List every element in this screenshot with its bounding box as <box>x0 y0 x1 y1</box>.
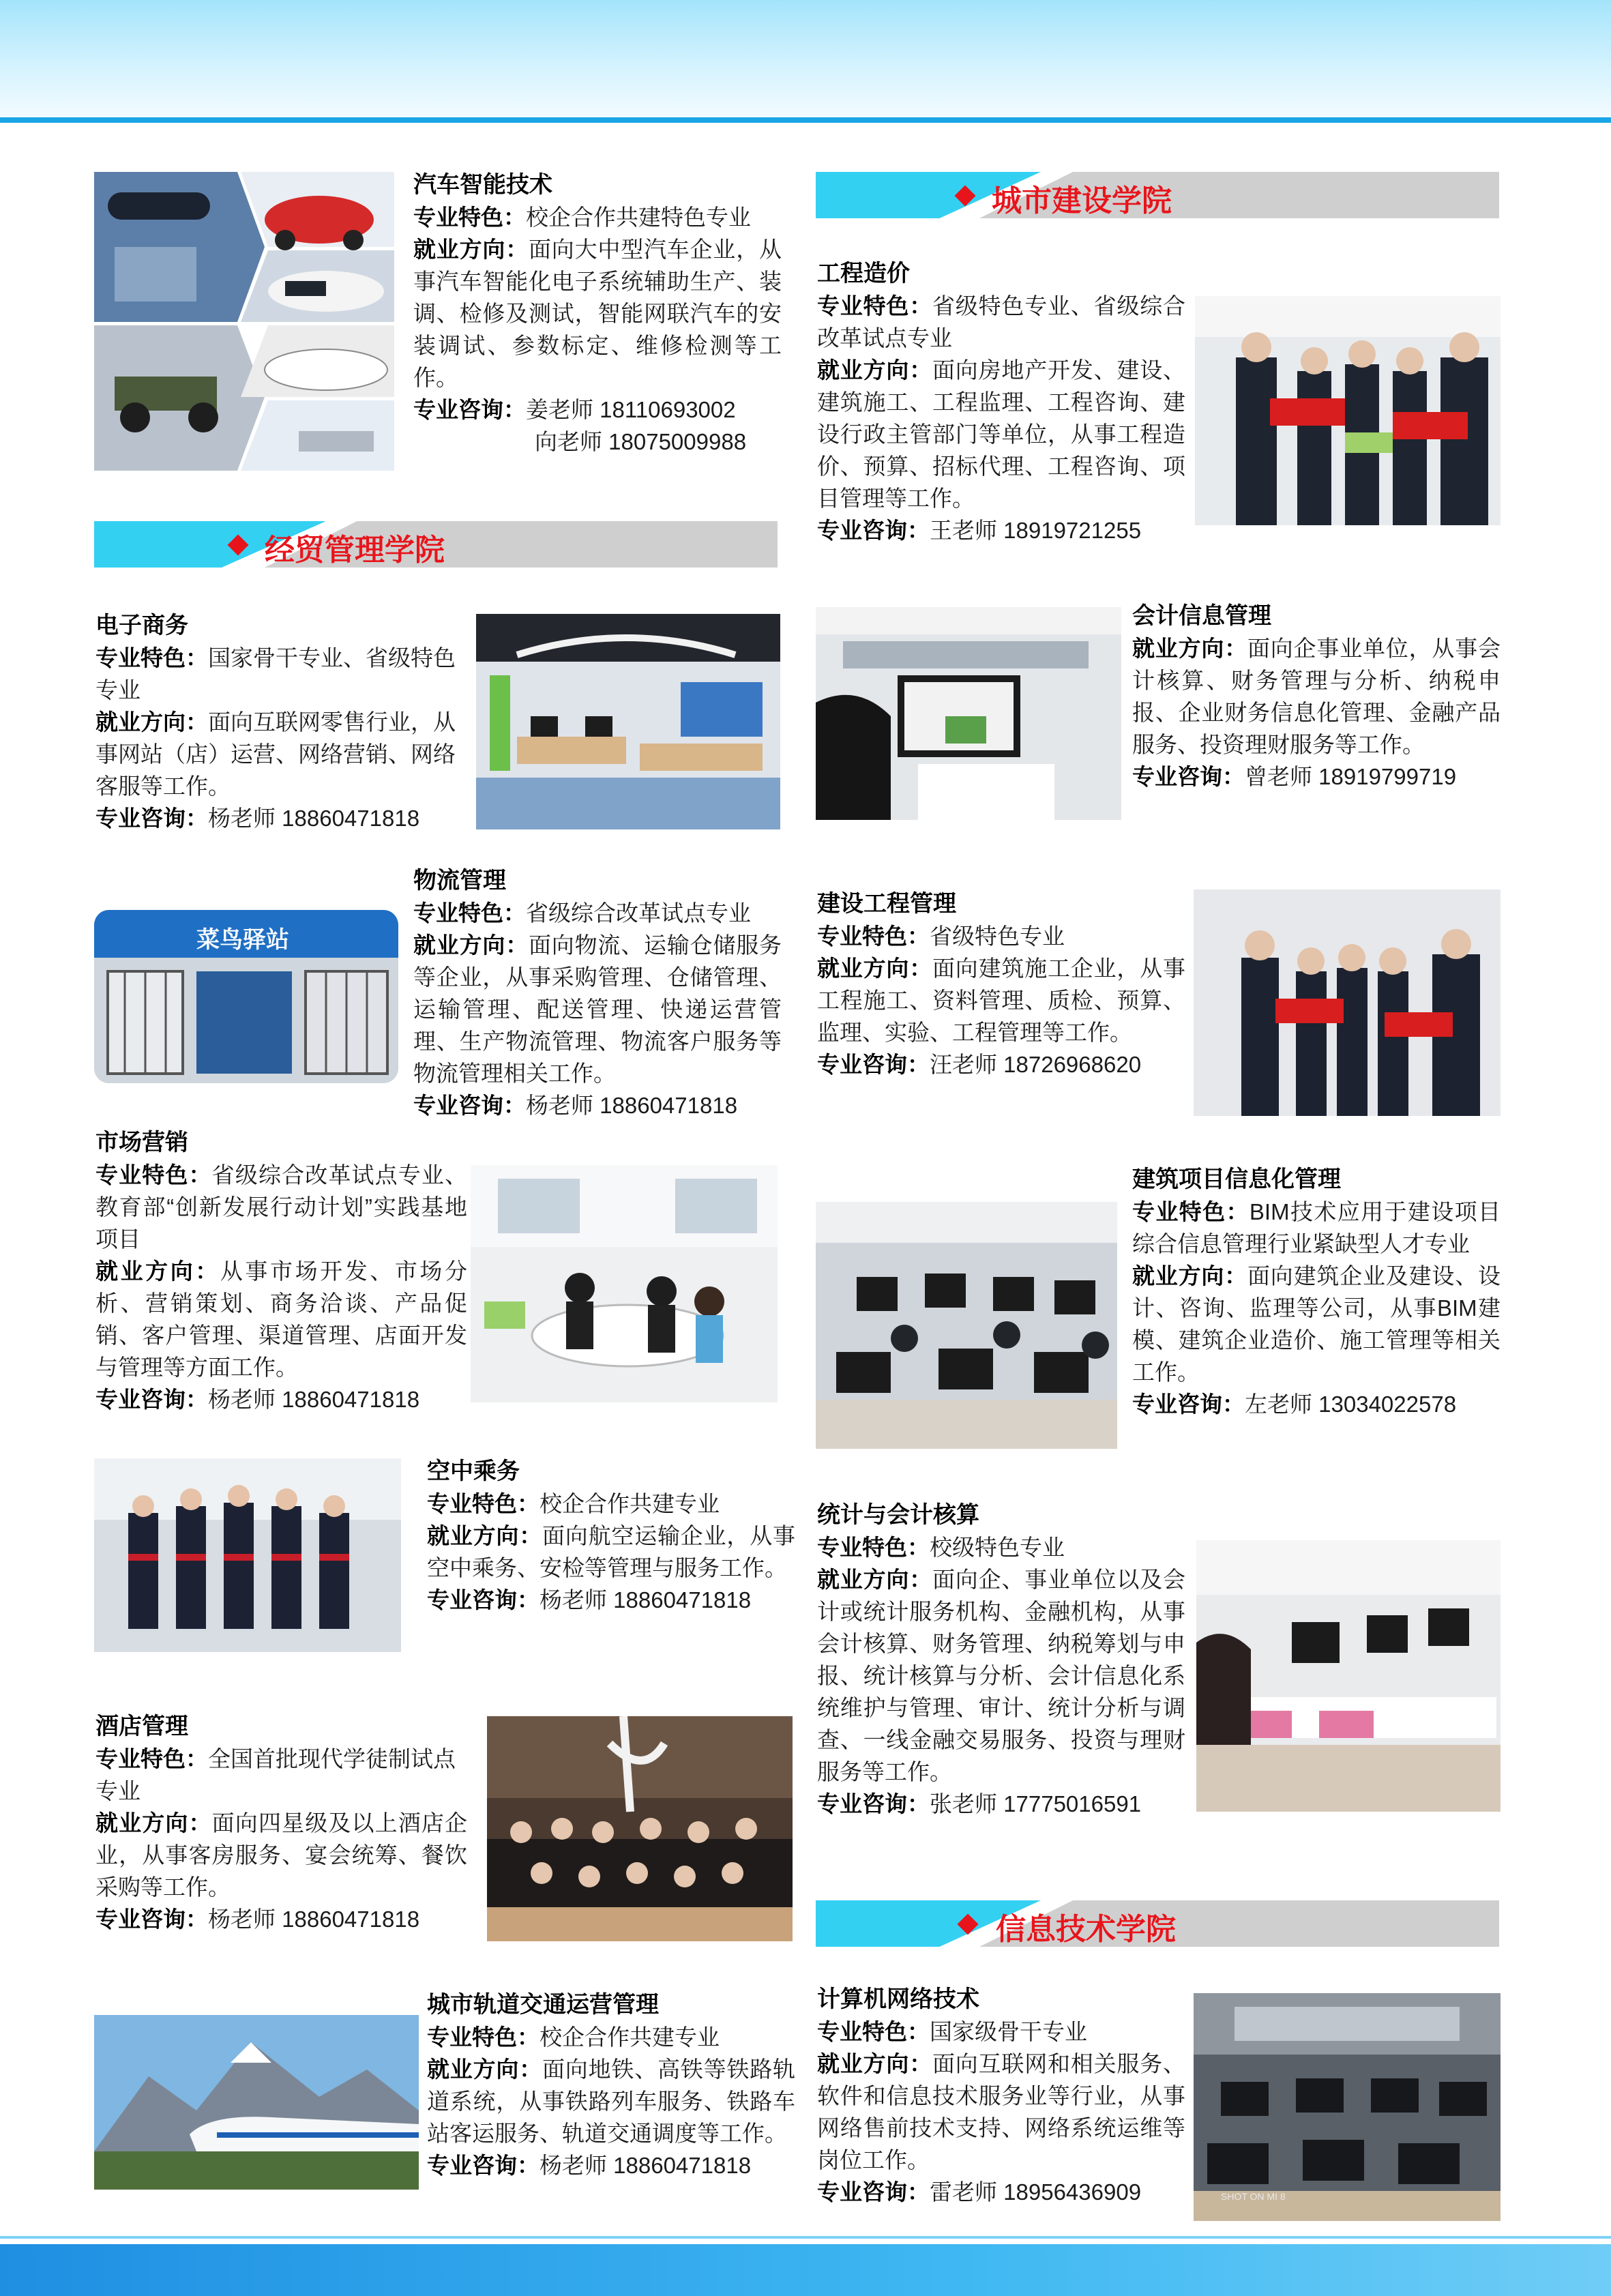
direction-text: 面向互联网和相关服务、软件和信息技术服务业等行业，从事网络售前技术支持、网络系统运维等岗位工作。 <box>817 2051 1186 2173</box>
feature-label: 专业特色： <box>1132 1199 1250 1224</box>
direction-text: 面向航空运输企业，从事空中乘务、安检等管理与服务工作。 <box>427 1523 796 1580</box>
contact-label: 专业咨询： <box>817 2179 930 2205</box>
feature-label: 专业特色： <box>95 645 208 671</box>
bottom-divider <box>0 2236 1611 2239</box>
photo-smart-car-collage <box>94 172 394 471</box>
contact-label: 专业咨询： <box>427 2153 540 2178</box>
feature-text: BIM技术应用于建设项目综合信息管理行业紧缺型人才专业 <box>1132 1199 1501 1256</box>
major-title: 酒店管理 <box>95 1713 188 1739</box>
photo-statistics-classroom <box>1196 1540 1501 1812</box>
contact-label: 专业咨询： <box>817 1052 930 1077</box>
major-engineering-cost <box>817 258 1185 546</box>
contact-label: 专业咨询： <box>427 1587 540 1613</box>
direction-label: 就业方向： <box>817 956 932 981</box>
direction-text: 面向建筑施工企业，从事工程施工、资料管理、质检、预算、监理、实验、工程管理等工作。 <box>817 956 1186 1045</box>
major-title: 物流管理 <box>413 868 506 894</box>
major-smart-car <box>413 169 782 458</box>
feature-text: 省级特色专业 <box>930 924 1065 949</box>
major-marketing <box>95 1127 467 1415</box>
major-rail-transit <box>427 1989 795 2181</box>
feature-label: 专业特色： <box>413 205 526 230</box>
major-computer-network <box>817 1984 1185 2208</box>
major-title: 会计信息管理 <box>1132 603 1271 629</box>
photo-construction-mgmt-group <box>1194 889 1501 1116</box>
direction-label: 就业方向： <box>817 2051 932 2076</box>
contact-text: 雷老师 18956436909 <box>930 2179 1142 2205</box>
contact-text: 张老师 17775016591 <box>930 1791 1142 1816</box>
major-statistics-accounting <box>817 1499 1185 1820</box>
major-ecommerce <box>95 610 467 834</box>
contact-text: 曾老师 18919799719 <box>1245 764 1457 789</box>
direction-text: 面向四星级及以上酒店企业，从事客房服务、宴会统筹、餐饮采购等工作。 <box>95 1810 468 1900</box>
direction-text: 面向企事业单位，从事会计核算、财务管理与分析、纳税申报、企业财务信息化管理、金融产品服务、投资理财服务等工作。 <box>1132 636 1501 757</box>
top-banner <box>0 0 1611 117</box>
direction-text: 面向物流、运输仓储服务等企业，从事采购管理、仓储管理、运输管理、配送管理、快递运营管理、生产物流管理、物流客户服务等物流管理相关工作。 <box>413 932 782 1086</box>
direction-label: 就业方向： <box>1132 1263 1247 1289</box>
major-title: 工程造价 <box>817 261 910 286</box>
photo-marketing-classroom <box>471 1165 778 1402</box>
contact-label: 专业咨询： <box>95 806 208 831</box>
contact-text: 杨老师 18860471818 <box>208 1387 420 1412</box>
contact-text: 姜老师 18110693002 <box>526 397 736 422</box>
major-construction-mgmt <box>817 888 1185 1080</box>
feature-text: 省级综合改革试点专业 <box>526 900 751 926</box>
major-title: 汽车智能技术 <box>413 172 552 198</box>
direction-label: 就业方向： <box>817 1567 932 1592</box>
contact-label: 专业咨询： <box>1132 764 1245 789</box>
direction-text: 面向地铁、高铁等铁路轨道系统，从事铁路列车服务、铁路车站客运服务、轨道交通调度等工作。 <box>427 2057 796 2146</box>
major-title: 统计与会计核算 <box>817 1502 979 1528</box>
major-title: 计算机网络技术 <box>817 1986 979 2012</box>
section-title: 信息技术学院 <box>996 1912 1176 1947</box>
direction-text: 面向建筑企业及建设、设计、咨询、监理等公司，从事BIM建模、建筑企业造价、施工管理等相关工作。 <box>1132 1263 1501 1385</box>
direction-text: 面向企、事业单位以及会计或统计服务机构、金融机构，从事会计核算、财务管理、纳税筹划与申报、统计核算与分析、会计信息化系统维护与管理、审计、统计分析与调查、一线金融交易服务、投资与理财服务等工作。 <box>817 1567 1186 1784</box>
section-title: 城市建设学院 <box>992 183 1172 218</box>
direction-text: 面向房地产开发、建设、建筑施工、工程监理、工程咨询、建设行政主管部门等单位，从事工程造价、预算、招标代理、工程咨询、项目管理等工作。 <box>817 357 1186 511</box>
contact-label: 专业咨询： <box>817 518 930 543</box>
feature-label: 专业特色： <box>817 1535 930 1560</box>
direction-label: 就业方向： <box>95 709 208 735</box>
direction-label: 就业方向： <box>413 237 529 262</box>
contact-label: 专业咨询： <box>1132 1392 1245 1417</box>
photo-computer-lab <box>1194 1993 1501 2221</box>
feature-text: 校企合作共建专业 <box>540 2025 720 2050</box>
photo-logistics-station <box>94 910 398 1083</box>
feature-label: 专业特色： <box>95 1162 212 1188</box>
camera-watermark-text: SHOT ON MI 8 <box>1221 2191 1286 2202</box>
feature-label: 专业特色： <box>817 924 930 949</box>
direction-label: 就业方向： <box>95 1810 212 1836</box>
direction-text: 面向互联网零售行业，从事网站（店）运营、网络营销、网络客服等工作。 <box>95 709 456 799</box>
contact-text: 王老师 18919721255 <box>930 518 1142 543</box>
contact-text: 杨老师 18860471818 <box>526 1093 738 1118</box>
major-title: 城市轨道交通运营管理 <box>427 1992 659 2018</box>
feature-label: 专业特色： <box>817 293 932 319</box>
feature-text: 省级综合改革试点专业、教育部“创新发展行动计划”实践基地项目 <box>95 1162 468 1252</box>
major-title: 电子商务 <box>95 613 188 638</box>
contact-label: 专业咨询： <box>95 1907 208 1932</box>
major-title: 建筑项目信息化管理 <box>1132 1166 1341 1192</box>
major-title: 空中乘务 <box>427 1458 520 1484</box>
feature-text: 省级特色专业、省级综合改革试点专业 <box>817 293 1186 351</box>
feature-label: 专业特色： <box>427 1491 540 1516</box>
major-accounting-info <box>1132 600 1501 793</box>
contact-text: 汪老师 18726968620 <box>930 1052 1142 1077</box>
feature-text: 国家骨干专业、省级特色专业 <box>95 645 456 703</box>
feature-label: 专业特色： <box>427 2025 540 2050</box>
major-flight-attendant <box>427 1456 795 1616</box>
photo-high-speed-train <box>94 2015 419 2190</box>
direction-label: 就业方向： <box>817 357 932 383</box>
contact-text: 杨老师 18860471818 <box>540 2153 752 2178</box>
photo-hotel-team <box>487 1716 793 1941</box>
feature-text: 校企合作共建特色专业 <box>526 205 751 230</box>
top-divider <box>0 117 1611 123</box>
section-title: 经贸管理学院 <box>265 533 445 568</box>
photo-ecommerce-office <box>476 614 780 829</box>
major-title: 市场营销 <box>95 1130 188 1156</box>
contact-text: 杨老师 18860471818 <box>208 806 420 831</box>
direction-text: 面向大中型汽车企业，从事汽车智能化电子系统辅助生产、装调、检修及测试，智能网联汽车的安装调试、参数标定、维修检测等工作。 <box>413 237 782 390</box>
direction-label: 就业方向： <box>427 2057 542 2082</box>
photo-flight-attendants <box>94 1458 401 1652</box>
major-bim <box>1132 1164 1501 1420</box>
photo-bim-lab <box>816 1202 1117 1449</box>
feature-text: 国家级骨干专业 <box>930 2019 1087 2044</box>
section-header-urban-construction <box>816 172 1499 218</box>
section-header-it <box>816 1900 1499 1947</box>
feature-label: 专业特色： <box>413 900 526 926</box>
contact-text: 左老师 13034022578 <box>1245 1392 1457 1417</box>
contact-text: 杨老师 18860471818 <box>540 1587 752 1613</box>
direction-label: 就业方向： <box>413 932 529 958</box>
bottom-banner <box>0 2244 1611 2296</box>
photo-engineering-cost-group <box>1195 296 1501 525</box>
direction-label: 就业方向： <box>95 1259 220 1284</box>
contact-label: 专业咨询： <box>413 1093 526 1118</box>
contact-label: 专业咨询： <box>95 1387 208 1412</box>
photo-accounting-lab <box>816 607 1121 820</box>
contact-label: 专业咨询： <box>413 397 526 422</box>
feature-text: 全国首批现代学徒制试点专业 <box>95 1746 456 1804</box>
feature-label: 专业特色： <box>95 1746 208 1771</box>
direction-label: 就业方向： <box>1132 636 1247 661</box>
logistics-sign-text: 菜鸟驿站 <box>196 927 289 953</box>
section-header-economics <box>94 521 778 568</box>
direction-text: 从事市场开发、市场分析、营销策划、商务洽谈、产品促销、客户管理、渠道管理、店面开发与管理等方面工作。 <box>95 1259 468 1380</box>
contact-text: 杨老师 18860471818 <box>208 1907 420 1932</box>
major-logistics <box>413 865 782 1121</box>
contact-text-2: 向老师 18075009988 <box>535 429 747 454</box>
contact-label: 专业咨询： <box>817 1791 930 1816</box>
feature-text: 校企合作共建专业 <box>540 1491 720 1516</box>
direction-label: 就业方向： <box>427 1523 542 1548</box>
major-title: 建设工程管理 <box>817 891 956 917</box>
major-hotel <box>95 1711 467 1935</box>
feature-label: 专业特色： <box>817 2019 930 2044</box>
feature-text: 校级特色专业 <box>930 1535 1065 1560</box>
